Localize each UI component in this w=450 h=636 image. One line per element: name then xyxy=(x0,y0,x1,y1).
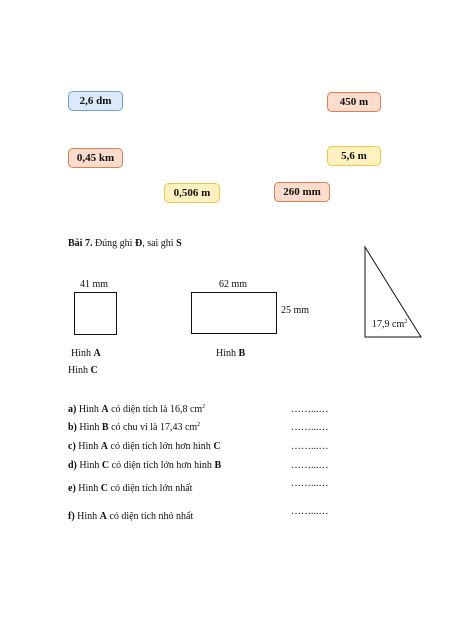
figure-b-caption: Hình B xyxy=(216,348,246,359)
answer-blank-a[interactable]: ……...… xyxy=(291,404,329,415)
figure-a-side-label: 41 mm xyxy=(80,279,109,290)
tag-5-6-m: 5,6 m xyxy=(327,146,381,166)
tag-2-6-dm: 2,6 dm xyxy=(68,91,123,111)
tag-0-506-m: 0,506 m xyxy=(164,183,220,203)
statement-b: b) Hình B có chu vi là 17,43 $cm^2$ xyxy=(68,422,201,433)
answer-blank-e[interactable]: ……...… xyxy=(291,478,329,489)
answer-blank-c[interactable]: ……...… xyxy=(291,441,329,452)
figure-b-length-label: 62 mm xyxy=(219,279,248,290)
figure-c-caption: Hình C xyxy=(68,365,98,376)
answer-blank-f[interactable]: ……...… xyxy=(291,506,329,517)
statement-a: a) Hình A có diện tích là 16,8 $cm^2$ xyxy=(68,404,206,415)
statement-f: f) Hình A có diện tích nhỏ nhất xyxy=(68,511,194,522)
figure-a-square xyxy=(74,292,117,335)
figure-c-area-label: 17,9 $cm^2$ xyxy=(372,319,408,330)
statement-c: c) Hình A có diện tích lớn hơn hình C xyxy=(68,441,221,452)
tag-0-45-km: 0,45 km xyxy=(68,148,123,168)
answer-blank-d[interactable]: ……...… xyxy=(291,460,329,471)
statement-d: d) Hình C có diện tích lớn hơn hình B xyxy=(68,460,222,471)
figure-b-width-label: 25 mm xyxy=(281,305,310,316)
statement-e: e) Hình C có diện tích lớn nhất xyxy=(68,483,193,494)
answer-blank-b[interactable]: ……...… xyxy=(291,422,329,433)
exercise-heading: Bài 7. Đúng ghi Đ, sai ghi S xyxy=(68,238,182,249)
tag-260-mm: 260 mm xyxy=(274,182,330,202)
figure-b-rectangle xyxy=(191,292,277,334)
tag-450-m: 450 m xyxy=(327,92,381,112)
figure-a-caption: Hình A xyxy=(71,348,101,359)
